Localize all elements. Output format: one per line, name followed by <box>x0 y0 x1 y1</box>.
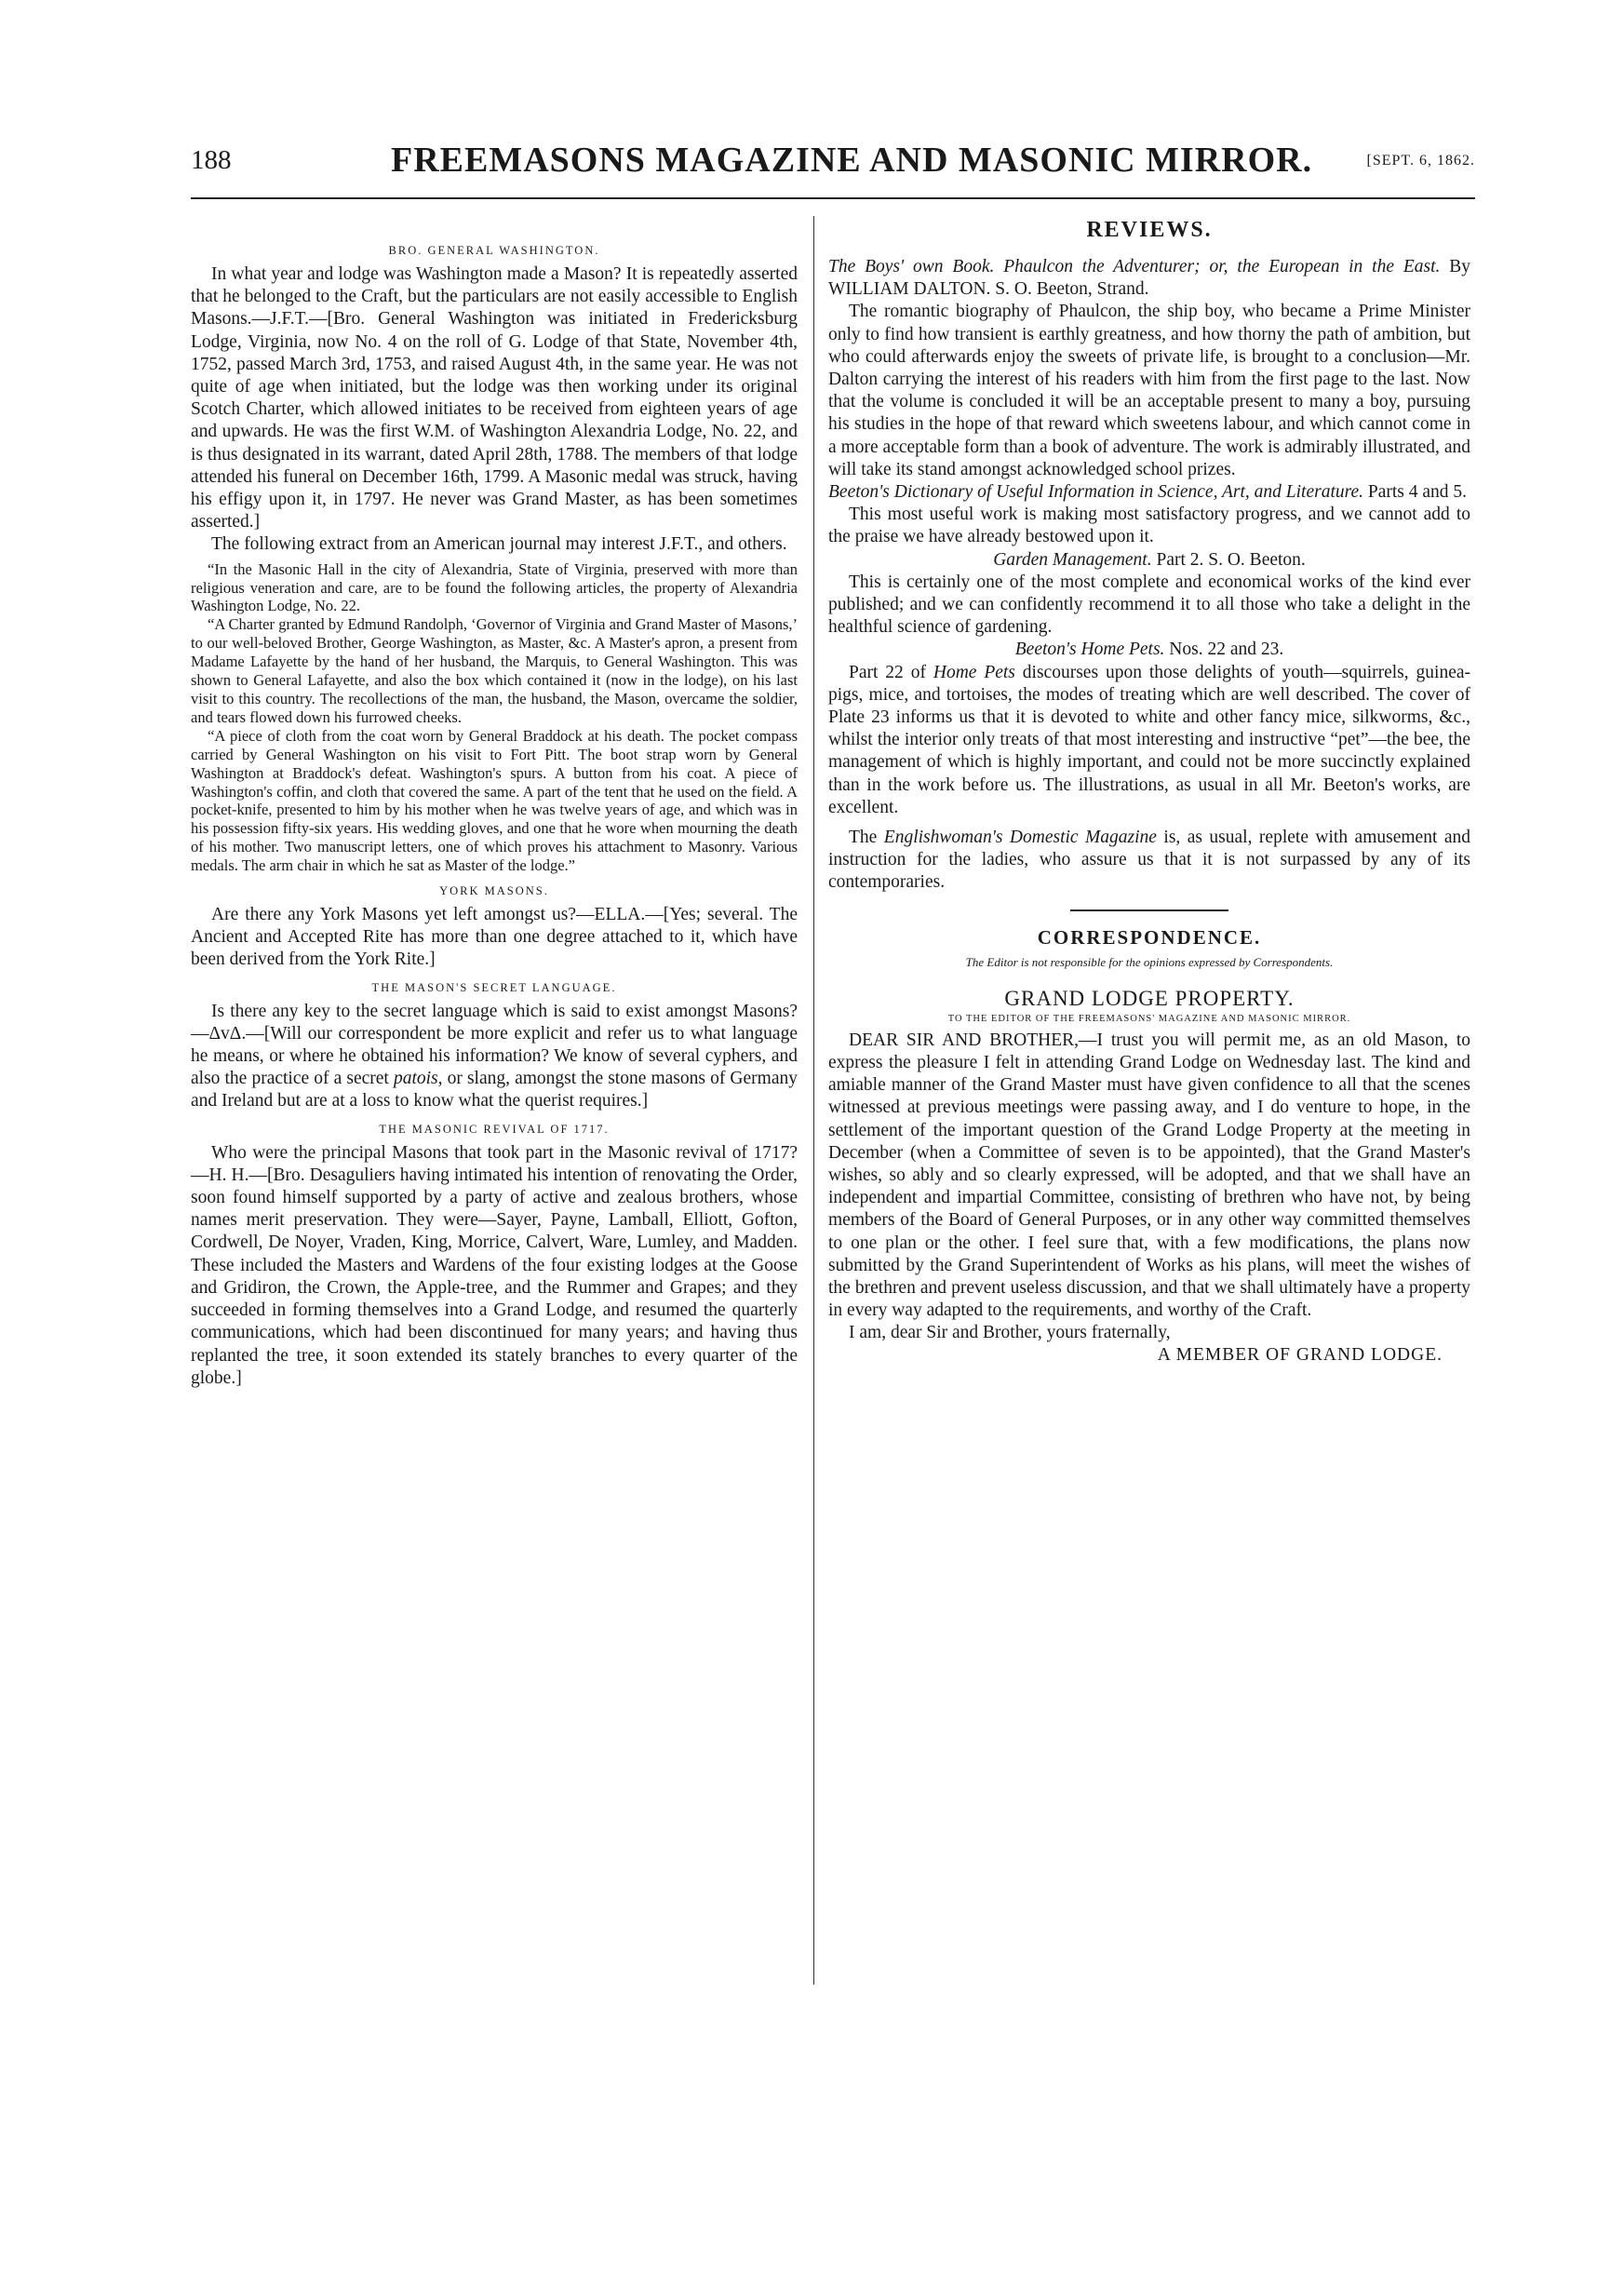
right-column <box>828 216 1470 1366</box>
review-1-text: The romantic biography of Phaulcon, the ship boy, who became a Prime Minister only to find how transient is earthly greatness, and how thorny the path of ambition, but who could afterwards enjoy the sweets of private life, is brought to a conclusion—Mr. Dalton carrying the interest of his readers with him from the first page to the last. Now that the volume is concluded it will be an acceptable present to many a boy, pursuing his studies in the hope of that reward which sweetens labour, and which cannot come in a more acceptable form than a book of adventure. The work is admirably illustrated, and will take its stand amongst acknowledged school prizes. <box>828 302 1470 479</box>
review-2-text: This most useful work is making most satisfactory progress, and we cannot add to the praise we have already bestowed upon it. <box>828 505 1470 547</box>
washington-quote-3: “A piece of cloth from the coat worn by General Braddock at his death. The pocket compass carried by General Washington on his visit to Fort Pitt. The boot strap worn by General Washington at Braddock's defeat. Washington's spurs. A button from his coat. A piece of Washington's coffin, and cloth that covered the same. A part of the tent that he used on the field. A pocket-knife, presented to him by his mother when he was twelve years of age, and which was in his possession fifty-six years. His wedding gloves, and one that he wore when mourning the death of his mother. Two manuscript letters, one of which proves his attachment to Masonry. Various medals. The arm chair in which he sat as Master of the lodge.” <box>191 726 798 875</box>
washington-heading: BRO. GENERAL WASHINGTON. <box>388 244 600 257</box>
york-masons-heading: YORK MASONS. <box>439 884 549 898</box>
letter-signoff: I am, dear Sir and Brother, yours fraternally, <box>849 1323 1171 1343</box>
review-2-book: Beeton's Dictionary of Useful Information in Science, Art, and Literature. <box>828 482 1364 503</box>
reviews-heading: REVIEWS. <box>1086 218 1213 242</box>
washington-quote-2: “A Charter granted by Edmund Randolph, ‘Governor of Virginia and Grand Master of Masons,’ to our well-beloved Brother, George Washington, as Master, &c. A Master's apron, a present from Madame Lafayette by the hand of her husband, the Marquis, to General Washington. This was shown to General Lafayette, and also the box which contained it (now in the lodge), on his last visit to this country. The recollections of the man, the husband, the Mason, overcame the soldier, and tears flowed down his furrowed cheeks. <box>191 615 798 726</box>
review-4-book: Beeton's Home Pets. <box>1014 640 1165 660</box>
page-number: 188 <box>191 145 232 175</box>
letter-text: —I trust you will permit me, as an old Mason, to express the pleasure I felt in attending Grand Lodge on Wednesday last. The kind and amiable manner of the Grand Master must have given confidence to all that the scenes witnessed at previous meetings were passing away, and I do venture to hope, in the settlement of the important question of the Grand Lodge Property at the meeting in December (when a Committee of seven is to be appointed), that the Grand Master's wishes, so ably and so clearly expressed, will be adopted, and that we shall have an independent and impartial Committee, consisting of brethren who have not, by being members of the Board of General Purposes, or in any other way committed themselves to one plan or the other. I feel sure that, with a few modifications, the plans now submitted by the Grand Superintendent of Works as his plans, will meet the wishes of the brethren and prevent useless discussion, and that we shall ultimately have a property in every way adapted to the requirements, and worthy of the Craft. <box>828 1030 1470 1321</box>
review-5-lead: The <box>849 828 884 848</box>
review-3-title <box>828 549 1470 572</box>
letter-addressee: TO THE EDITOR OF THE FREEMASONS' MAGAZINE AND MASONIC MIRROR. <box>947 1013 1351 1024</box>
secret-language-heading: THE MASON'S SECRET LANGUAGE. <box>371 980 617 994</box>
review-3-book: Garden Management. <box>993 549 1152 570</box>
review-5-text <box>828 827 1470 895</box>
review-1-title <box>828 256 1470 301</box>
review-1-book: The Boys' own Book. Phaulcon the Adventurer; or, the European in the East. <box>828 257 1441 276</box>
correspondence-heading: CORRESPONDENCE. <box>1037 925 1262 949</box>
letter-signature: A MEMBER OF GRAND LODGE. <box>1157 1344 1443 1365</box>
review-4-title <box>828 639 1470 661</box>
washington-extract-intro: The following extract from an American journal may interest J.F.T., and others. <box>211 534 787 555</box>
secret-language-text-a: Is there any key to the secret language which is said to exist amongst Masons?—ΔvΔ.—[Will our correspondent be more explicit and refer us to what language he means, or where he obtained his information? We know of several cyphers, and also the practice of a secret <box>191 1001 798 1089</box>
magazine-title: FREEMASONS MAGAZINE AND MASONIC MIRROR. <box>391 141 1313 180</box>
review-4-info: Nos. 22 and 23. <box>1169 640 1284 660</box>
masthead-rule <box>191 197 1475 199</box>
secret-language-italic: patois <box>393 1069 438 1089</box>
editor-disclaimer: The Editor is not responsible for the opinions expressed by Correspondents. <box>965 954 1334 969</box>
washington-query: In what year and lodge was Washington made a Mason? It is repeatedly asserted that he belonged to the Craft, but the particulars are not easily accessible to English Masons.—J.F.T.—[Bro. General Washington was initiated in Fredericksburg Lodge, Virginia, now No. 4 on the roll of G. Lodge of that State, November 4th, 1752, passed March 3rd, 1753, and raised August 4th, in the same year. He was not quite of age when initiated, but the lodge was then working under its original Scotch Charter, which allowed initiates to be received from eighteen years of age and upwards. He was the first W.M. of Washington Alexandria Lodge, No. 22, and is thus designated in its warrant, dated April 28th, 1788. The members of that lodge attended his funeral on December 16th, 1799. A Masonic medal was struck, having his effigy upon it, in 1797. He never was Grand Master, as has been sometimes asserted.] <box>191 264 798 532</box>
york-masons-query: Are there any York Masons yet left amongst us?—ELLA.—[Yes; several. The Ancient and Accepted Rite has more than one degree attached to it, which have been derived from the York Rite.] <box>191 905 798 970</box>
issue-date: [SEPT. 6, 1862. <box>1366 153 1475 168</box>
review-5-rest: is, as usual, replete with amusement and instruction for the ladies, who assure us that it is not surpassed by any of its contemporaries. <box>828 828 1470 893</box>
review-4-lead: Part 22 of <box>849 662 933 682</box>
section-divider <box>1070 909 1228 911</box>
secret-language-text-b: , or slang, amongst the stone masons of Germany and Ireland but are at a loss to know what the querist requires.] <box>191 1069 798 1111</box>
revival-heading: THE MASONIC REVIVAL OF 1717. <box>379 1122 610 1136</box>
secret-language-query <box>191 1001 798 1113</box>
review-3-text: This is certainly one of the most complete and economical works of the kind ever published; and we can confidently recommend it to all those who take a delight in the healthful science of gardening. <box>828 572 1470 638</box>
revival-query: Who were the principal Masons that took part in the Masonic revival of 1717?—H. H.—[Bro. Desaguliers having intimated his intention of renovating the Order, soon found himself supported by a party of active and zealous brothers, whose names merit preservation. They were—Sayer, Payne, Lamball, Elliott, Gofton, Cordwell, De Noyer, Vraden, King, Morrice, Calvert, Ware, Lumley, and Madden. These included the Masters and Wardens of the four existing lodges at the Goose and Gridiron, the Crown, the Apple-tree, and the Rummer and Grapes; and they succeeded in forming themselves into a Grand Lodge, and resumed the quarterly communications, which had been discontinued for many years; and having thus replanted the tree, it soon extended its stately branches to every quarter of the globe.] <box>191 1142 798 1388</box>
letter-title: GRAND LODGE PROPERTY. <box>1004 986 1295 1010</box>
review-2-title <box>828 481 1470 504</box>
review-4-rest: discourses upon those delights of youth—squirrels, guinea-pigs, mice, and tortoises, the modes of treating which are well described. The cover of Plate 23 informs us that it is devoted to white and other fancy mice, silkworms, &c., whilst the interior only treats of that most interesting and instructive “pet”—the bee, the management of which is highly important, and could not be more succinctly explained than in the work before us. The illustrations, as usual in all Mr. Beeton's works, are excellent. <box>828 662 1470 817</box>
review-3-info: Part 2. S. O. Beeton. <box>1156 549 1306 570</box>
letter-body <box>828 1030 1470 1323</box>
review-5-italic: Englishwoman's Domestic Magazine <box>883 828 1157 848</box>
letter-salutation: DEAR SIR AND BROTHER, <box>849 1030 1080 1050</box>
review-4-italic: Home Pets <box>933 662 1015 682</box>
left-column <box>191 216 798 1390</box>
review-2-parts: Parts 4 and 5. <box>1367 482 1468 503</box>
review-1-author: By WILLIAM DALTON. S. O. Beeton, Strand. <box>828 257 1470 300</box>
washington-quote-1: “In the Masonic Hall in the city of Alexandria, State of Virginia, preserved with more than religious veneration and care, are to be found the following articles, the property of Alexandria Washington Lodge, No. 22. <box>191 559 798 615</box>
column-divider <box>813 216 814 1985</box>
masthead <box>191 140 1475 188</box>
review-4-text <box>828 662 1470 819</box>
